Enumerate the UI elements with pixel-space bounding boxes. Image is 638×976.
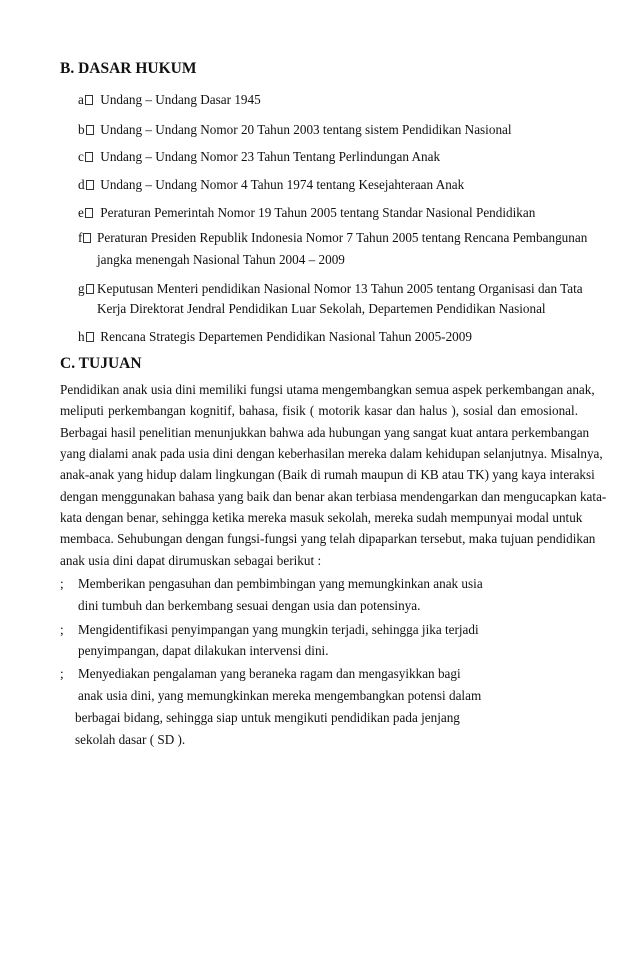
paragraph-line: Berbagai hasil penelitian menunjukkan bahwa ada hubungan yang sangat kuat antara perkembangan xyxy=(60,425,590,440)
checkbox-glyph-icon xyxy=(85,208,93,218)
paragraph-line: membaca. Sehubungan dengan fungsi-fungsi yang telah dipaparkan tersebut, maka tujuan pendidikan xyxy=(60,531,596,546)
paragraph-line: yang dialami anak pada usia dini dengan keberhasilan mereka dalam kehidupan selanjutnya. Misalnya, xyxy=(60,446,603,461)
checkbox-glyph-icon xyxy=(86,284,94,294)
bullet-symbol: ; xyxy=(60,576,64,591)
paragraph-line: meliputi perkembangan kognitif, bahasa, fisik ( motorik kasar dan halus ), sosial dan emosional. xyxy=(60,403,578,418)
item-text: Undang – Undang Nomor 20 Tahun 2003 tentang sistem Pendidikan Nasional xyxy=(100,122,512,137)
checkbox-glyph-icon xyxy=(85,152,93,162)
bullet-text-line: dini tumbuh dan berkembang sesuai dengan usia dan potensinya. xyxy=(78,598,421,613)
list-item-d xyxy=(78,177,464,193)
bullet-text-line: Mengidentifikasi penyimpangan yang mungkin terjadi, sehingga jika terjadi xyxy=(78,622,479,637)
bullet-text-line: Menyediakan pengalaman yang beraneka ragam dan mengasyikkan bagi xyxy=(78,666,461,681)
list-item-a xyxy=(78,92,261,108)
item-text-line: jangka menengah Nasional Tahun 2004 – 2009 xyxy=(97,252,345,267)
bullet-text-line: sekolah dasar ( SD ). xyxy=(75,732,186,747)
paragraph-line: anak usia dini dapat dirumuskan sebagai berikut : xyxy=(60,553,322,568)
item-marker: g xyxy=(78,281,97,297)
list-item-h xyxy=(78,329,472,345)
bullet-symbol: ; xyxy=(60,666,64,681)
checkbox-glyph-icon xyxy=(86,180,94,190)
item-text: Undang – Undang Nomor 23 Tahun Tentang Perlindungan Anak xyxy=(100,149,441,164)
list-item-c xyxy=(78,149,440,165)
bullet-text-line: Memberikan pengasuhan dan pembimbingan yang memungkinkan anak usia xyxy=(78,576,483,591)
item-marker: e xyxy=(78,205,97,221)
bullet-text-line: berbagai bidang, sehingga siap untuk mengikuti pendidikan pada jenjang xyxy=(75,710,460,725)
checkbox-glyph-icon xyxy=(86,125,94,135)
item-marker: a xyxy=(78,92,97,108)
bullet-symbol: ; xyxy=(60,622,64,637)
item-text-line: Keputusan Menteri pendidikan Nasional Nomor 13 Tahun 2005 tentang Organisasi dan Tata xyxy=(97,281,583,296)
item-text: Rencana Strategis Departemen Pendidikan Nasional Tahun 2005-2009 xyxy=(100,329,472,344)
item-text-line: Peraturan Presiden Republik Indonesia Nomor 7 Tahun 2005 tentang Rencana Pembangunan xyxy=(97,230,588,245)
item-marker: c xyxy=(78,149,97,165)
list-item-b xyxy=(78,122,512,138)
section-c-heading: C. TUJUAN xyxy=(60,355,142,372)
section-b-heading: B. DASAR HUKUM xyxy=(60,60,197,77)
bullet-text-line: anak usia dini, yang memungkinkan mereka mengembangkan potensi dalam xyxy=(78,688,482,703)
paragraph-line: anak-anak yang hidup dalam lingkungan (Baik di rumah maupun di KB atau TK) yang kaya interaksi xyxy=(60,467,595,482)
bullet-text-line: penyimpangan, dapat dilakukan intervensi dini. xyxy=(78,643,329,658)
item-text-line: Kerja Direktorat Jendral Pendidikan Luar Sekolah, Departemen Pendidikan Nasional xyxy=(97,301,546,316)
item-text: Undang – Undang Dasar 1945 xyxy=(100,92,261,107)
item-marker: f xyxy=(78,230,97,246)
item-marker: d xyxy=(78,177,97,193)
item-marker: b xyxy=(78,122,97,138)
checkbox-glyph-icon xyxy=(86,332,94,342)
checkbox-glyph-icon xyxy=(85,95,93,105)
checkbox-glyph-icon xyxy=(83,233,91,243)
paragraph-line: dengan menggunakan bahasa yang baik dan benar akan terbiasa mendengarkan dan mengucapkan kata- xyxy=(60,489,607,504)
list-item-f xyxy=(78,230,97,246)
item-text: Peraturan Pemerintah Nomor 19 Tahun 2005 tentang Standar Nasional Pendidikan xyxy=(100,205,536,220)
paragraph-line: Pendidikan anak usia dini memiliki fungsi utama mengembangkan semua aspek perkembangan anak, xyxy=(60,382,595,397)
paragraph-line: kata dengan benar, sehingga ketika mereka masuk sekolah, mereka sudah mempunyai modal untuk xyxy=(60,510,583,525)
item-text: Undang – Undang Nomor 4 Tahun 1974 tentang Kesejahteraan Anak xyxy=(100,177,465,192)
item-marker: h xyxy=(78,329,97,345)
list-item-g xyxy=(78,281,97,297)
list-item-e xyxy=(78,205,535,221)
